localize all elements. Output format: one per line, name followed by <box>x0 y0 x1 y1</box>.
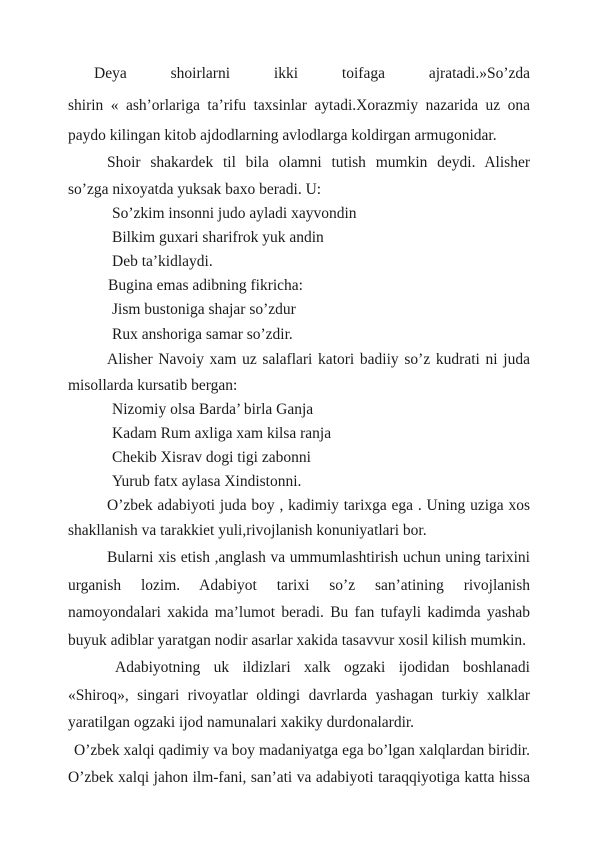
text-line: Shoir shakardek til bila olamni tutish mumkin deydi. Alisher <box>107 154 530 171</box>
verse-line: Rux anshoriga samar so’zdir. <box>112 326 293 343</box>
verse-line: So’zkim insonni judo ayladi xayvondin <box>112 205 357 222</box>
text-line: Deya shoirlarni ikki toifaga ajratadi.»So’zda <box>94 65 530 82</box>
text-line: «Shiroq», singari rivoyatlar oldingi davrlarda yashagan turkiy xalklar <box>68 687 530 704</box>
verse-line: Deb ta’kidlaydi. <box>112 253 213 270</box>
text-line: Alisher Navoiy xam uz salaflari katori badiiy so’z kudrati ni juda <box>107 351 530 368</box>
verse-line: Jism bustoniga shajar so’zdur <box>112 301 296 318</box>
verse-line: Nizomiy olsa Barda’ birla Ganja <box>112 401 314 418</box>
text-line: Bugina emas adibning fikricha: <box>108 277 303 294</box>
text-line: buyuk adiblar yaratgan nodir asarlar xakida tasavvur xosil kilish mumkin. <box>68 632 526 649</box>
text-line: urganish lozim. Adabiyot tarixi so’z san’atining rivojlanish <box>68 577 530 594</box>
text-line: namoyondalari xakida ma’lumot beradi. Bu fan tufayli kadimda yashab <box>68 604 530 621</box>
verse-line: Bilkim guxari sharifrok yuk andin <box>112 229 324 246</box>
verse-line: Kadam Rum axliga xam kilsa ranja <box>112 425 332 442</box>
text-line: misollarda kursatib bergan: <box>68 377 238 394</box>
text-line: so’zga nixoyatda yuksak baxo beradi. U: <box>68 181 322 198</box>
text-line: shirin « ash’orlariga ta’rifu taxsinlar aytadi.Xorazmiy nazarida uz ona <box>68 97 530 114</box>
text-line: O’zbek xalqi jahon ilm-fani, san’ati va adabiyoti taraqqiyotiga katta hissa <box>68 769 530 786</box>
verse-line: Yurub fatx aylasa Xindistonni. <box>112 473 302 490</box>
text-line: yaratilgan ogzaki ijod namunalari xakiky durdonalardir. <box>68 714 415 731</box>
text-line: O’zbek adabiyoti juda boy , kadimiy tarixga ega . Uning uziga xos <box>107 497 530 514</box>
text-line: Adabiyotning uk ildizlari xalk ogzaki ijodidan boshlanadi <box>115 659 530 676</box>
text-line: paydo kilingan kitob ajdodlarning avlodlarga koldirgan armugonidar. <box>68 127 497 144</box>
verse-line: Chekib Xisrav dogi tigi zabonni <box>112 449 311 466</box>
text-line: Bularni xis etish ,anglash va ummumlashtirish uchun uning tarixini <box>107 549 530 566</box>
text-line: O’zbek xalqi qadimiy va boy madaniyatga ega bo’lgan xalqlardan biridir. <box>74 742 530 759</box>
text-line: shakllanish va tarakkiet yuli,rivojlanish konuniyatlari bor. <box>68 522 427 539</box>
